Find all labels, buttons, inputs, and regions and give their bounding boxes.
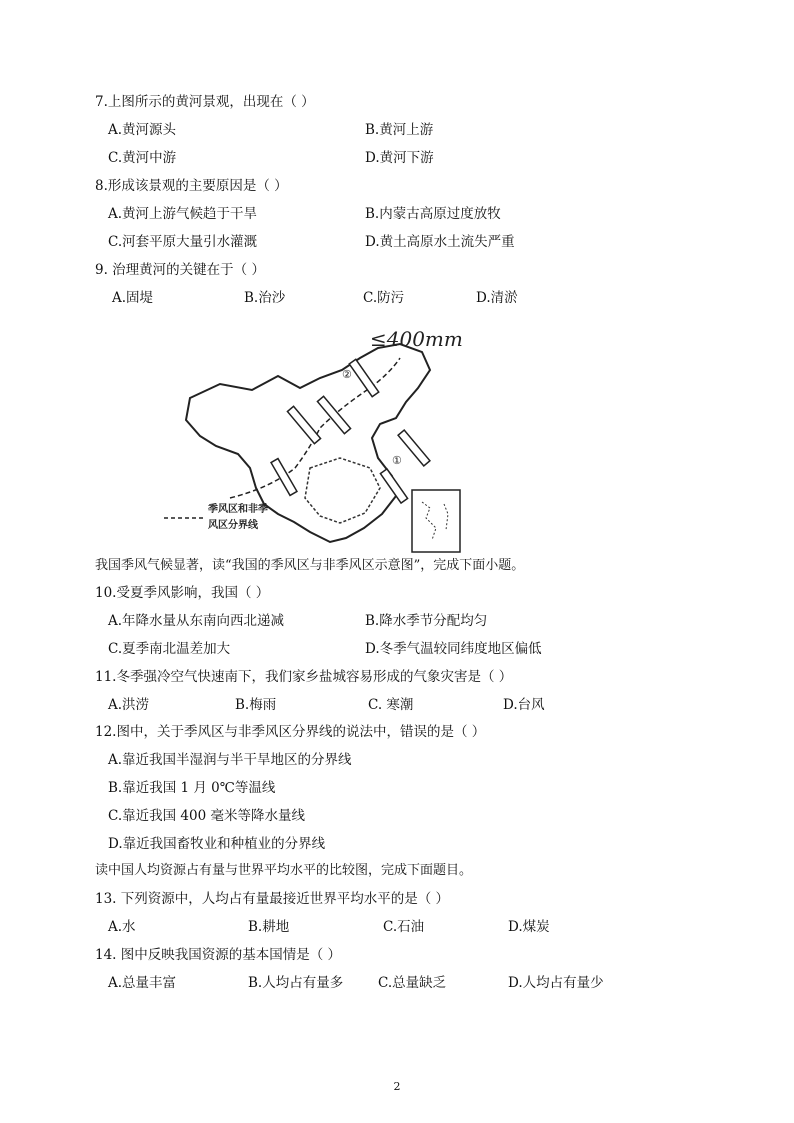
question-14-option-d: D.人均占有量少 (508, 975, 604, 991)
question-7-stem: 7.上图所示的黄河景观，出现在（ ） (95, 94, 315, 110)
question-11-option-b: B.梅雨 (235, 697, 277, 713)
question-12-stem: 12.图中，关于季风区与非季风区分界线的说法中，错误的是（ ） (95, 724, 486, 740)
question-14-stem: 14. 图中反映我国资源的基本国情是（ ） (95, 947, 342, 963)
question-8-option-a: A.黄河上游气候趋于干旱 (108, 206, 258, 222)
question-10-stem: 10.受夏季风影响，我国（ ） (95, 585, 270, 601)
intro-monsoon: 我国季风气候显著，读“我国的季风区与非季风区示意图”，完成下面小题。 (95, 558, 525, 573)
question-13-option-b: B.耕地 (248, 919, 290, 935)
question-7-option-a: A.黄河源头 (108, 122, 177, 138)
question-13-option-c: C.石油 (383, 919, 425, 935)
question-10-option-a: A.年降水量从东南向西北递减 (108, 613, 285, 629)
question-14-option-a: A.总量丰富 (108, 975, 177, 991)
question-10-option-c: C.夏季南北温差加大 (108, 641, 231, 657)
question-8-option-d: D.黄土高原水土流失严重 (365, 234, 515, 250)
page-number: 2 (393, 1080, 401, 1093)
question-10-option-d: D.冬季气温较同纬度地区偏低 (365, 641, 542, 657)
question-11-option-a: A.洪涝 (108, 697, 150, 713)
question-9-option-c: C.防污 (363, 290, 405, 306)
question-9-option-d: D.清淤 (476, 290, 518, 306)
handwritten-400mm-label: ≤400mm (370, 327, 463, 351)
eastern-region-shading (305, 458, 380, 523)
question-13-stem: 13. 下列资源中，人均占有量最接近世界平均水平的是（ ） (95, 891, 450, 907)
marker-2: ② (342, 368, 352, 381)
legend-label-line2: 风区分界线 (208, 520, 258, 531)
south-china-sea-inset (412, 490, 460, 552)
monsoon-region-map (160, 318, 470, 558)
question-9-option-a: A.固堤 (112, 290, 154, 306)
question-14-option-c: C.总量缺乏 (378, 975, 447, 991)
question-7-option-b: B.黄河上游 (365, 122, 434, 138)
question-10-option-b: B.降水季节分配均匀 (365, 613, 488, 629)
question-11-option-d: D.台风 (503, 697, 545, 713)
question-14-option-b: B.人均占有量多 (248, 975, 344, 991)
question-13-option-a: A.水 (108, 919, 136, 935)
intro-resource: 读中国人均资源占有量与世界平均水平的比较图，完成下面题目。 (95, 863, 473, 878)
question-11-stem: 11.冬季强冷空气快速南下，我们家乡盐城容易形成的气象灾害是（ ） (95, 669, 513, 685)
question-9-stem: 9. 治理黄河的关键在于（ ） (95, 262, 265, 278)
inset-islands (422, 502, 448, 540)
question-12-option-a: A.靠近我国半湿润与半干旱地区的分界线 (108, 752, 352, 768)
question-7-option-c: C.黄河中游 (108, 150, 177, 166)
china-map-sketch (160, 318, 470, 558)
question-12-option-b: B.靠近我国 1 月 0℃等温线 (108, 780, 276, 796)
question-12-option-c: C.靠近我国 400 毫米等降水量线 (108, 808, 305, 824)
question-8-option-c: C.河套平原大量引水灌溉 (108, 234, 258, 250)
question-7-option-d: D.黄河下游 (365, 150, 434, 166)
question-13-option-d: D.煤炭 (508, 919, 550, 935)
marker-1: ① (392, 454, 402, 467)
question-8-option-b: B.内蒙古高原过度放牧 (365, 206, 501, 222)
legend-label-line1: 季风区和非季 (208, 504, 268, 515)
question-9-option-b: B.治沙 (244, 290, 286, 306)
question-11-option-c: C. 寒潮 (368, 697, 414, 713)
monsoon-boundary-line (230, 358, 400, 498)
question-12-option-d: D.靠近我国畜牧业和种植业的分界线 (108, 836, 326, 852)
question-8-stem: 8.形成该景观的主要原因是（ ） (95, 178, 288, 194)
